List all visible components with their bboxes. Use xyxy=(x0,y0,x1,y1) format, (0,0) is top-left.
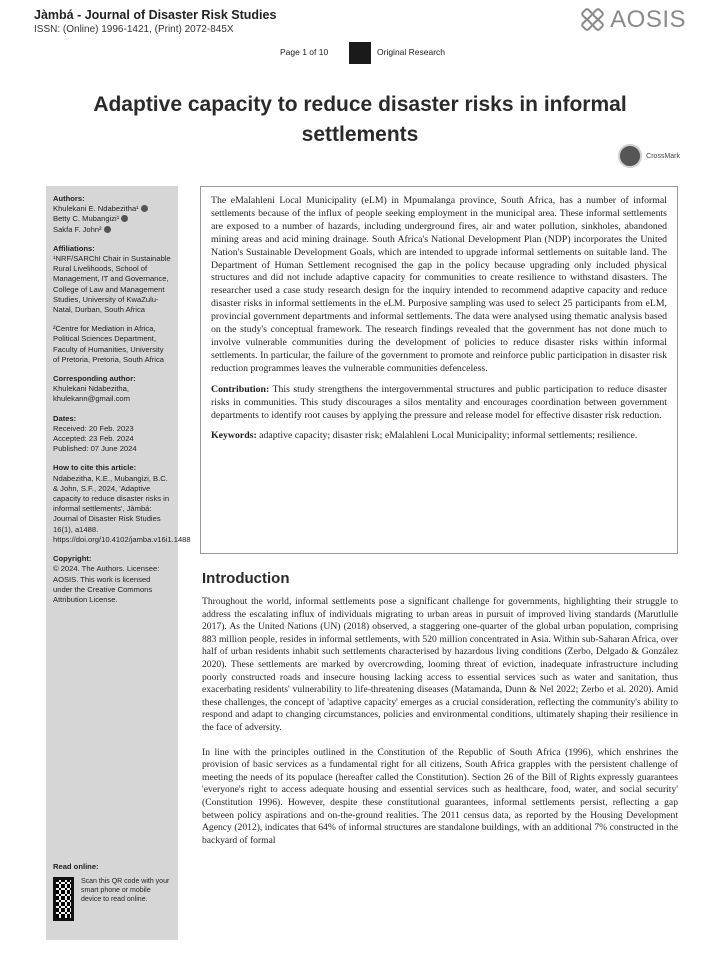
read-online-label: Read online: xyxy=(53,862,99,871)
author-name: Betty C. Mubangizi¹ xyxy=(53,214,120,224)
received-date: Received: 20 Feb. 2023 xyxy=(53,423,134,433)
crossmark-icon xyxy=(618,144,642,168)
author-name: Sakfa F. John² xyxy=(53,224,102,234)
accepted-date: Accepted: 23 Feb. 2024 xyxy=(53,434,134,444)
bar-block xyxy=(349,42,371,64)
affiliation: ²Centre for Mediation in Africa, Political Sciences Department, Faculty of Humanities, University of Pretoria, Pretoria, South Africa xyxy=(53,324,165,364)
dates-label: Dates: xyxy=(53,413,77,423)
authors-label: Authors: xyxy=(53,194,85,203)
journal-name: Jàmbá - Journal of Disaster Risk Studies xyxy=(34,8,277,22)
crossmark-label: CrossMark xyxy=(646,152,680,160)
authors-block xyxy=(53,194,171,235)
citation: Ndabezitha, K.E., Mubangizi, B.C. & John, S.F., 2024, 'Adaptive capacity to reduce disaster risks in informal settlements', Jàmbá: Journal of Disaster Risk Studies 16(1), a1488. https://doi.org/10.4102/jamba.v16i1.1488 xyxy=(53,473,191,544)
aosis-logo-icon xyxy=(581,8,605,32)
copyright-label: Copyright: xyxy=(53,554,92,564)
orcid-icon[interactable] xyxy=(141,205,148,212)
corresponding-label: Corresponding author: xyxy=(53,374,136,384)
copyright-block xyxy=(53,554,171,605)
publisher-name: AOSIS xyxy=(610,6,686,33)
paragraph: Throughout the world, informal settlements pose a significant challenge for governments, highlighting their struggle to address the escalating influx of individuals migrating to urban areas in pursuit of improved living standards (Marutlulle 2017). As the United Nations (UN) (2018) observed, a staggering one-quarter of the global urban population, comprising 883 million people, resides in informal settlements, with 520 million concentrated in Asia. Within sub-Saharan Africa, over half of urban residents inhabit such settlements characterised by hazardous living conditions (Zerbo, Delgado & González 2020). These settlements are marked by overcrowding, looming threat of eviction, inadequate infrastructure including poorly constructed roads and insecure housing lacking access to essential services such as water and sanitation, thus exacerbating residents' vulnerability to life-threatening diseases (Matamanda, Dunn & Nel 2022; Zerbo et al. 2020). Amid these challenges, the concept of 'adaptive capacity' emerges as a crucial consideration, reflecting the community's ability to respond and adapt to changing circumstances, policies and environmental conditions, ultimately shaping their resilience in the face of adversity. xyxy=(202,596,678,733)
contribution-label: Contribution: xyxy=(211,383,270,395)
orcid-icon[interactable] xyxy=(104,226,111,233)
keywords-label: Keywords: xyxy=(211,430,257,442)
section-heading-introduction: Introduction xyxy=(202,570,290,587)
publisher-logo xyxy=(581,6,686,34)
article-title: Adaptive capacity to reduce disaster risks in informal settlements xyxy=(93,93,627,146)
dates-block xyxy=(53,414,171,455)
qr-code-icon[interactable] xyxy=(53,877,74,921)
page-bar xyxy=(0,42,720,64)
issn: ISSN: (Online) 1996-1421, (Print) 2072-845X xyxy=(34,24,234,35)
corresponding-author: Khulekani Ndabezitha, khulekann@gmail.com xyxy=(53,384,130,404)
page-number: Page 1 of 10 xyxy=(280,47,329,57)
affiliations-label: Affiliations: xyxy=(53,243,95,253)
published-date: Published: 07 June 2024 xyxy=(53,444,137,454)
affiliation: ¹NRF/SARChI Chair in Sustainable Rural Livelihoods, School of Management, IT and Governance, College of Law and Management Studies, University of KwaZulu-Natal, Durban, South Africa xyxy=(53,254,171,315)
introduction-body xyxy=(202,596,678,859)
cite-label: How to cite this article: xyxy=(53,463,137,473)
author-name: Khulekani E. Ndabezitha¹ xyxy=(53,204,139,214)
abstract-body: The eMalahleni Local Municipality (eLM) in Mpumalanga province, South Africa, has a number of informal settlements because of the influx of people seeking employment in the municipal area. These informal settlements are exposed to a number of hazards, including underground fires, air and water pollution, sinkholes, abandoned mining areas and acid mining drainage. South Africa's National Development Plan (NDP) incorporates the United Nation's Sustainable Development Goals, which are intended to upgrade informal settlements on suitable land. The Department of Human Settlement recognised the gap in the policy because upgrading only included physical structures and did not include adaptive capacity for communities to create resilience to withstand disasters. The researcher used a case study research design for the inquiry intended to recommend adaptive capacity and reduce disaster risks in informal settlements in the eLM. Purposive sampling was used to select 25 participants from eLM, provincial government departments and informal settlements. The data were analysed using thematic analysis based on the study's conceptual framework. The research findings revealed that the government has not done much to involve vulnerable communities during the development of policies to reduce disaster risks within informal settlements. In particular, the failure of the government to promote and reinforce public participation in disaster risk reduction programmes leaves the vulnerable communities defenceless. xyxy=(211,195,667,374)
keywords-text: adaptive capacity; disaster risk; eMalahleni Local Municipality; informal settlements; resilience. xyxy=(259,430,638,442)
article-type: Original Research xyxy=(377,47,446,57)
qr-instructions: Scan this QR code with your smart phone or mobile device to read online. xyxy=(80,878,170,904)
abstract xyxy=(200,186,678,554)
corresponding-block xyxy=(53,374,171,405)
read-online-block xyxy=(53,862,171,921)
article-info-sidebar xyxy=(46,186,191,940)
paragraph: In line with the principles outlined in the Constitution of the Republic of South Africa (1996), which enshrines the provision of basic services as a fundamental right for all citizens, South Africa grapples with the persistent challenge of meeting the needs of its populace (hereafter called the Constitution). Section 26 of the Bill of Rights expressly guarantees 'everyone's right to access adequate housing and essential services such as healthcare, food, water, and social security' (Constitution 1996). However, despite these constitutional guarantees, informal settlements persist, reflecting a gap between policy aspirations and on-the-ground realities. The 2011 census data, as reported by the Housing Development Agency (2012), indicates that 64% of informal structures are standalone buildings, with an additional 7% constructed in the backyard of formal xyxy=(202,746,678,846)
copyright-text: © 2024. The Authors. Licensee: AOSIS. This work is licensed under the Creative Commons Attribution License. xyxy=(53,564,160,604)
cite-block xyxy=(53,463,191,545)
contribution-text: This study strengthens the intergovernmental structures and public participation to reduce disaster risks in communities. This study discourages a silos mentality and encourages coordination between government departments to identify root causes by applying the pressure and release model for effective disaster risk reduction. xyxy=(211,383,668,421)
affiliations-block xyxy=(53,244,171,365)
orcid-icon[interactable] xyxy=(121,215,128,222)
crossmark-badge[interactable] xyxy=(618,144,680,168)
